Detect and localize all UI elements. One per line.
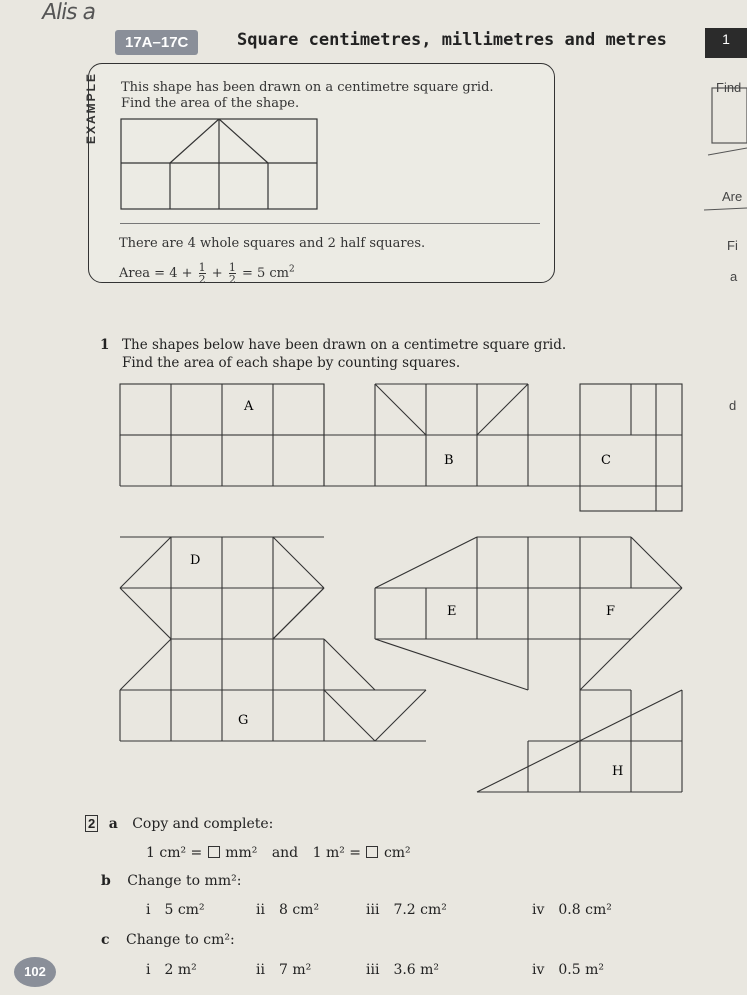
q2-b-item-2	[256, 902, 319, 918]
item-val: 7.2 cm²	[393, 902, 447, 918]
item-num: i	[146, 962, 151, 978]
example-line-2: Find the area of the shape.	[121, 96, 300, 111]
fraction-num-2: 1	[228, 261, 236, 274]
q2-a-equations	[146, 845, 411, 861]
q2-c-item-3	[366, 962, 439, 978]
fraction-den-2: 2	[228, 273, 236, 286]
and-text: and	[271, 845, 299, 861]
sidebar-find: Find	[716, 80, 742, 95]
q2-a-text: Copy and complete:	[132, 816, 274, 832]
shape-label-b: B	[444, 453, 454, 468]
shape-label-e: E	[447, 604, 457, 619]
shape-label-c: C	[601, 453, 611, 468]
page-number-badge: 102	[14, 957, 56, 987]
q2-b-label: b	[101, 873, 111, 889]
q1-line-1: The shapes below have been drawn on a centimetre square grid.	[122, 337, 567, 353]
eq1-right: mm²	[225, 845, 258, 861]
eq2-blank-box	[366, 846, 378, 858]
area-result: = 5 cm	[241, 266, 290, 281]
fraction-num-1: 1	[198, 261, 206, 274]
q2-b-item-3	[366, 902, 447, 918]
item-val: 5 cm²	[164, 902, 205, 918]
example-solution: There are 4 whole squares and 2 half squares.	[119, 236, 426, 251]
shape-label-d: D	[190, 553, 201, 568]
item-num: iii	[366, 902, 380, 918]
q2-header	[85, 816, 273, 832]
area-prefix: Area = 4 +	[119, 266, 193, 281]
plus-sign: +	[211, 266, 223, 281]
item-num: iii	[366, 962, 380, 978]
q2-c-item-1	[146, 962, 197, 978]
page-title: Square centimetres, millimetres and metres	[237, 30, 667, 50]
example-divider	[120, 223, 540, 224]
shape-label-h: H	[612, 764, 624, 779]
q2-b-item-1	[146, 902, 205, 918]
q2-b-item-4	[532, 902, 612, 918]
q1-number: 1	[100, 337, 110, 353]
item-num: i	[146, 902, 151, 918]
example-label: EXAMPLE	[84, 72, 98, 145]
item-val: 0.5 m²	[558, 962, 604, 978]
shape-label-g: G	[238, 713, 249, 728]
sidebar-d: d	[729, 398, 737, 413]
item-val: 8 cm²	[278, 902, 320, 918]
q2-c-item-2	[256, 962, 311, 978]
facing-page-fragment	[700, 60, 747, 760]
item-num: iv	[532, 902, 545, 918]
eq2-right: cm²	[383, 845, 411, 861]
example-line-1: This shape has been drawn on a centimetre square grid.	[121, 80, 494, 95]
sidebar-area: Are	[722, 189, 743, 204]
handwritten-note: Alis a	[39, 0, 98, 25]
item-val: 2 m²	[164, 962, 197, 978]
q2-number: 2	[85, 815, 98, 832]
shape-label-a: A	[244, 399, 254, 414]
eq1-left: 1 cm² =	[146, 845, 203, 861]
q2-c-header	[101, 932, 235, 948]
item-num: ii	[256, 962, 265, 978]
q1-shape-grid	[110, 382, 700, 802]
area-exponent: 2	[289, 264, 295, 275]
fraction-den-1: 2	[198, 273, 206, 286]
q1-line-2: Find the area of each shape by counting squares.	[122, 355, 461, 371]
q2-c-item-4	[532, 962, 604, 978]
example-area-formula	[119, 262, 295, 285]
item-num: ii	[256, 902, 265, 918]
eq1-blank-box	[208, 846, 220, 858]
q2-a-label: a	[108, 816, 118, 832]
shape-label-f: F	[606, 604, 616, 619]
section-badge: 17A–17C	[115, 30, 198, 55]
sidebar-a: a	[730, 269, 738, 284]
facing-page-number: 1	[705, 28, 747, 58]
q2-b-header	[101, 873, 241, 889]
item-val: 0.8 cm²	[558, 902, 612, 918]
sidebar-fi: Fi	[727, 238, 738, 253]
item-num: iv	[532, 962, 545, 978]
q2-c-text: Change to cm²:	[125, 932, 235, 948]
example-shape-grid	[120, 118, 320, 212]
item-val: 7 m²	[278, 962, 312, 978]
q2-b-text: Change to mm²:	[127, 873, 242, 889]
item-val: 3.6 m²	[393, 962, 440, 978]
q2-c-label: c	[101, 932, 110, 948]
eq2-left: 1 m² =	[312, 845, 362, 861]
